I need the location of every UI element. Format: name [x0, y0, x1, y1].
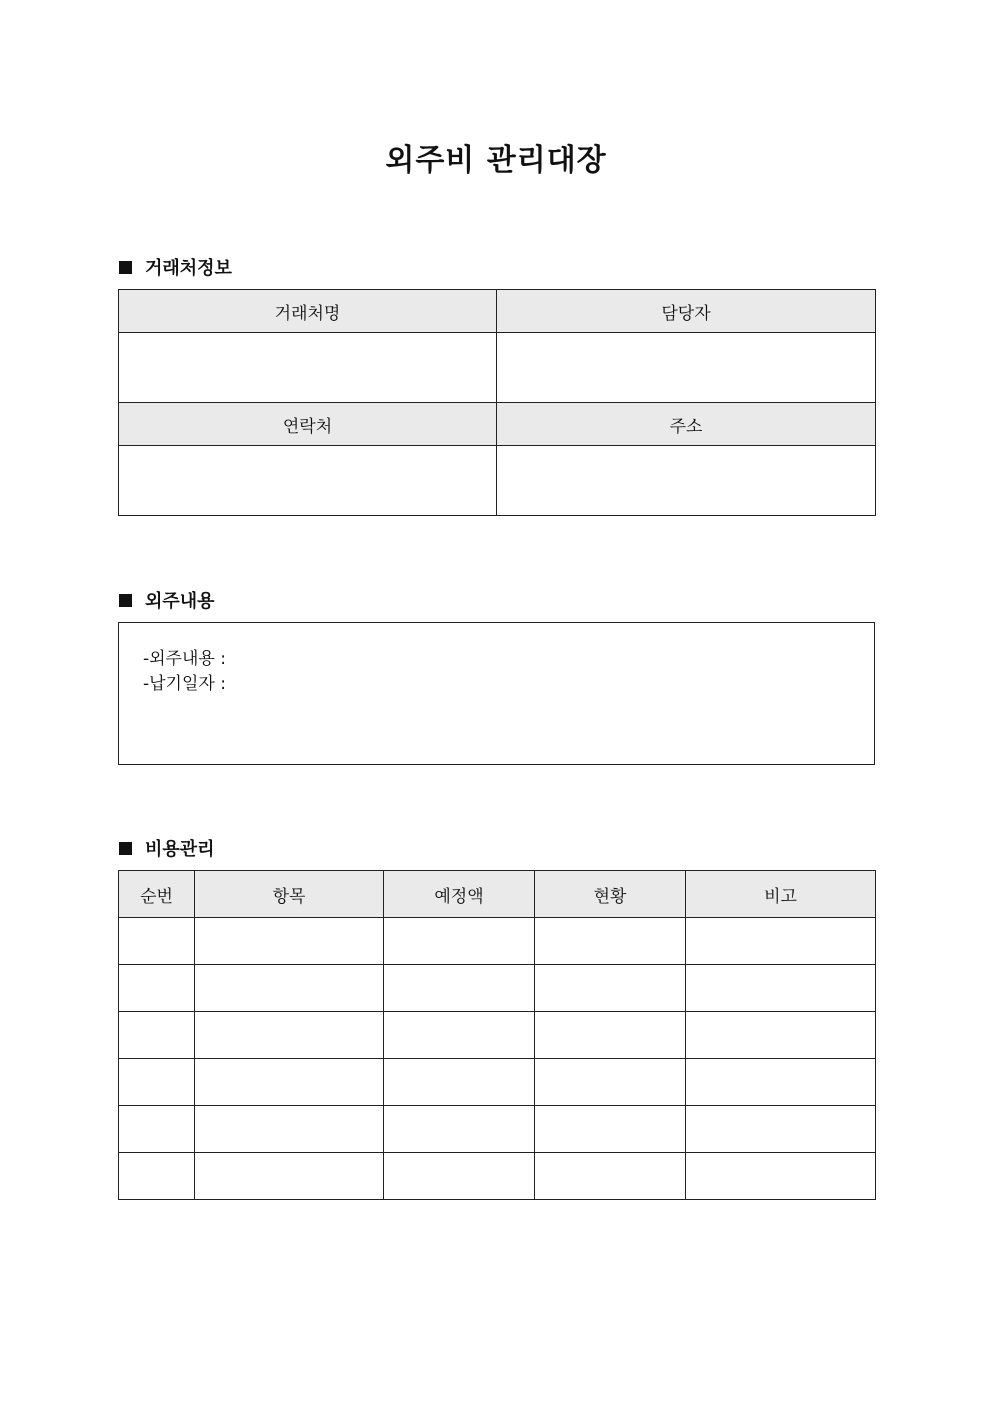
cell-planned-amount[interactable]: [384, 965, 535, 1012]
cell-item[interactable]: [195, 965, 384, 1012]
address-field[interactable]: [497, 446, 876, 516]
cell-item[interactable]: [195, 1012, 384, 1059]
partner-name-field[interactable]: [119, 333, 497, 403]
cell-remarks[interactable]: [686, 918, 876, 965]
cell-planned-amount[interactable]: [384, 1012, 535, 1059]
cell-status[interactable]: [535, 1106, 686, 1153]
document-title: 외주비 관리대장: [385, 143, 607, 178]
outsourcing-content-line: -외주내용 :: [143, 649, 226, 669]
cell-seq[interactable]: [119, 1059, 195, 1106]
manager-field[interactable]: [497, 333, 876, 403]
table-row: [119, 1153, 876, 1200]
cell-status[interactable]: [535, 1059, 686, 1106]
cell-seq[interactable]: [119, 1106, 195, 1153]
column-header-item: 항목: [195, 871, 384, 918]
delivery-date-line: -납기일자 :: [143, 674, 226, 694]
cost-management-heading-label: 비용관리: [145, 839, 215, 860]
column-header-status: 현황: [535, 871, 686, 918]
cell-item[interactable]: [195, 1106, 384, 1153]
cell-seq[interactable]: [119, 1153, 195, 1200]
cell-status[interactable]: [535, 918, 686, 965]
cell-planned-amount[interactable]: [384, 1106, 535, 1153]
table-row: [119, 1059, 876, 1106]
square-bullet-icon: [119, 842, 132, 855]
cell-planned-amount[interactable]: [384, 1153, 535, 1200]
address-label: 주소: [497, 403, 876, 446]
manager-label: 담당자: [497, 290, 876, 333]
cell-seq[interactable]: [119, 918, 195, 965]
cost-management-table: [118, 870, 876, 1200]
cell-status[interactable]: [535, 1153, 686, 1200]
cell-remarks[interactable]: [686, 1106, 876, 1153]
cell-planned-amount[interactable]: [384, 1059, 535, 1106]
cell-remarks[interactable]: [686, 1012, 876, 1059]
cell-remarks[interactable]: [686, 965, 876, 1012]
cost-management-heading: [119, 835, 215, 861]
cell-item[interactable]: [195, 1059, 384, 1106]
cell-remarks[interactable]: [686, 1153, 876, 1200]
outsourcing-heading: [119, 587, 215, 613]
contact-field[interactable]: [119, 446, 497, 516]
partner-info-heading-label: 거래처정보: [145, 258, 232, 279]
partner-name-label: 거래처명: [119, 290, 497, 333]
partner-info-table: [118, 289, 876, 516]
cell-item[interactable]: [195, 1153, 384, 1200]
column-header-remarks: 비고: [686, 871, 876, 918]
cell-status[interactable]: [535, 965, 686, 1012]
table-row: [119, 965, 876, 1012]
column-header-planned-amount: 예정액: [384, 871, 535, 918]
cell-planned-amount[interactable]: [384, 918, 535, 965]
outsourcing-heading-label: 외주내용: [145, 591, 215, 612]
cell-seq[interactable]: [119, 965, 195, 1012]
column-header-seq: 순번: [119, 871, 195, 918]
partner-info-heading: [119, 254, 232, 280]
table-row: [119, 918, 876, 965]
cell-item[interactable]: [195, 918, 384, 965]
contact-label: 연락처: [119, 403, 497, 446]
square-bullet-icon: [119, 261, 132, 274]
cell-seq[interactable]: [119, 1012, 195, 1059]
cell-remarks[interactable]: [686, 1059, 876, 1106]
cell-status[interactable]: [535, 1012, 686, 1059]
square-bullet-icon: [119, 594, 132, 607]
table-row: [119, 1106, 876, 1153]
table-row: [119, 1012, 876, 1059]
outsourcing-content-box[interactable]: [118, 622, 875, 765]
